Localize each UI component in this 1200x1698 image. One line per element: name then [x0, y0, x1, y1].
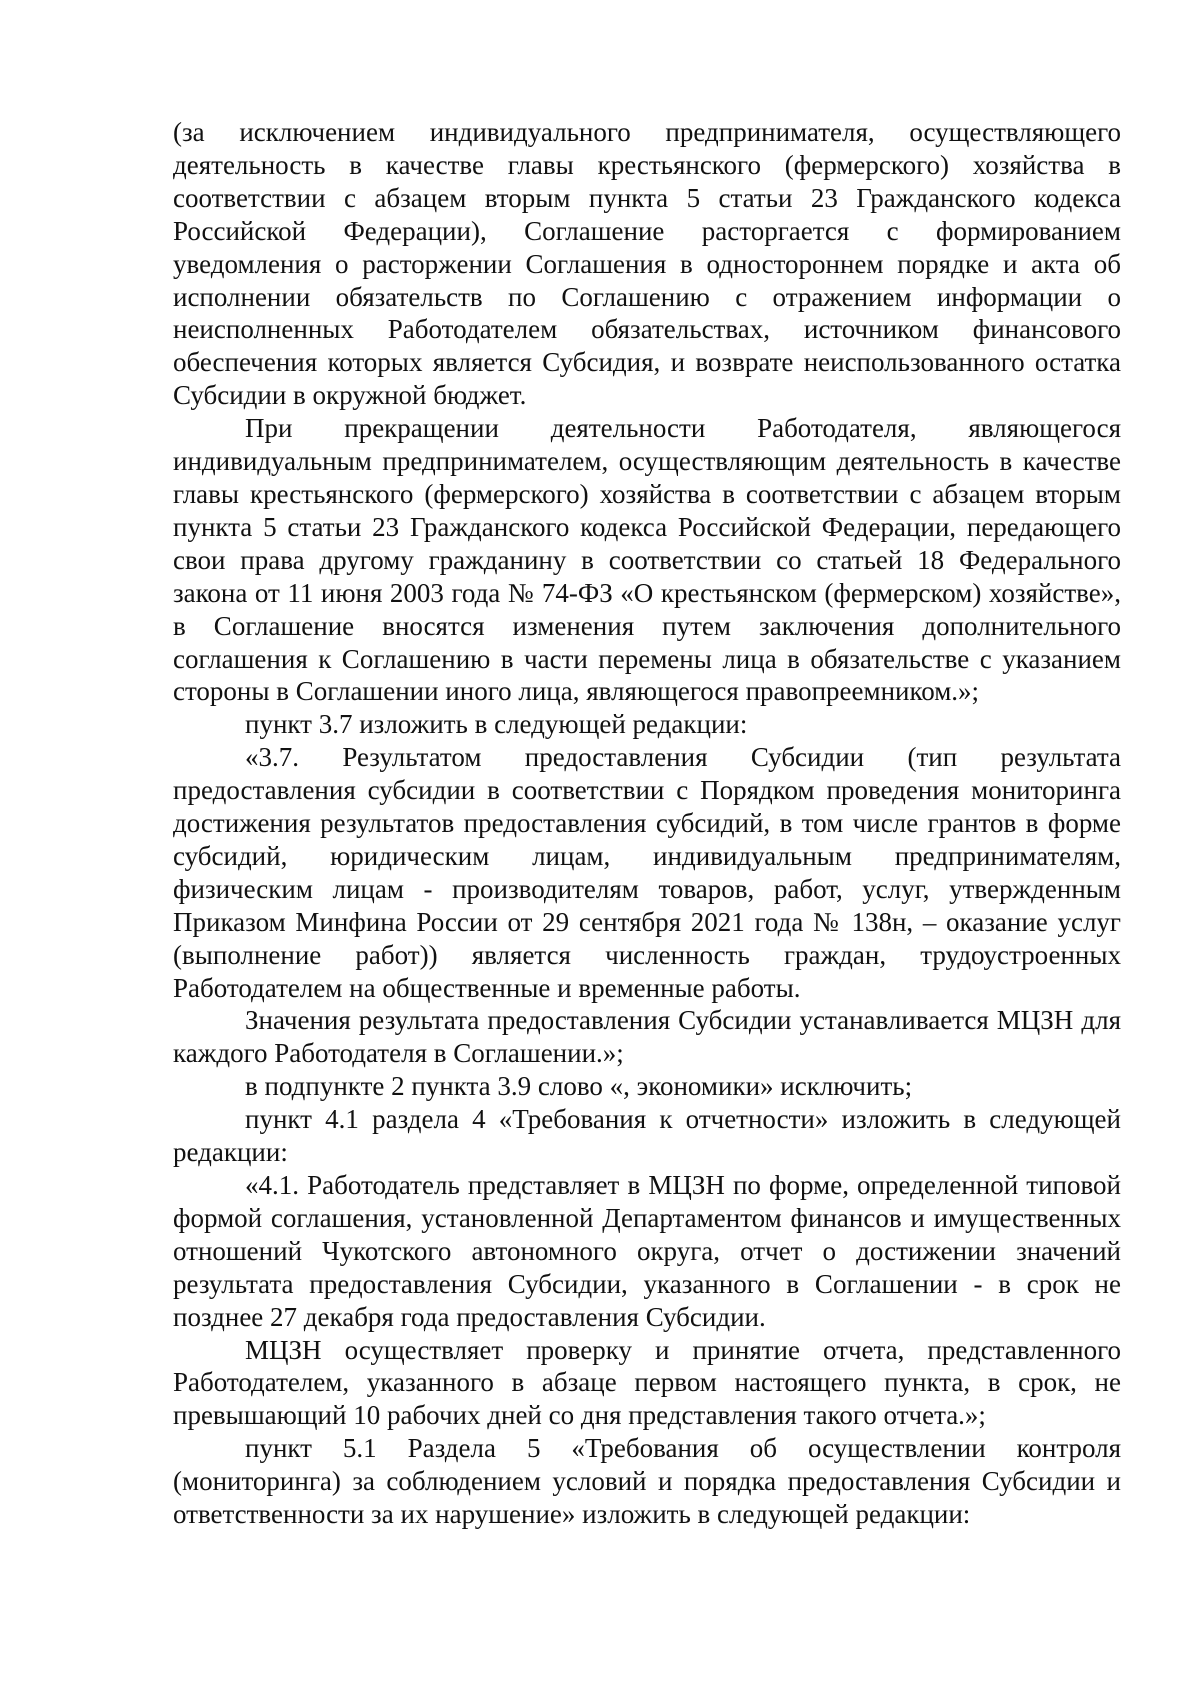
paragraph-report-check: МЦЗН осуществляет проверку и принятие отчета, представленного Работодателем, указанного в абзаце первом настоящего пункта, в срок, не превышающий 10 рабочих дней со дня представления такого отчета.»; [173, 1334, 1121, 1431]
paragraph-item-3-7-intro: пункт 3.7 изложить в следующей редакции: [245, 709, 748, 740]
paragraph-item-4-1-intro: пункт 4.1 раздела 4 «Требования к отчетности» изложить в следующей редакции: [173, 1104, 1121, 1168]
document-body [173, 116, 1121, 1531]
paragraph-item-3-9: в подпункте 2 пункта 3.9 слово «, экономики» исключить; [245, 1071, 913, 1102]
paragraph-result-values: Значения результата предоставления Субсидии устанавливается МЦЗН для каждого Работодателя в Соглашении.»; [173, 1005, 1121, 1069]
paragraph-termination-clause: (за исключением индивидуального предпринимателя, осуществляющего деятельность в качестве главы крестьянского (фермерского) хозяйства в соответствии с абзацем вторым пункта 5 статьи 23 Гражданского кодекса Российской Федерации), Соглашение расторгается с формированием уведомления о расторжении Соглашения в одностороннем порядке и акта об исполнении обязательств по Соглашению с отражением информации о неисполненных Работодателем обязательствах, источником финансового обеспечения которых является Субсидия, и возврате неиспользованного остатка Субсидии в окружной бюджет. [173, 117, 1121, 411]
paragraph-item-3-7-text: «3.7. Результатом предоставления Субсидии (тип результата предоставления субсидии в соответствии с Порядком проведения мониторинга достижения результатов предоставления субсидий, в том числе грантов в форме субсидий, юридическим лицам, индивидуальным предпринимателям, физическим лицам - производителям товаров, работ, услуг, утвержденным Приказом Минфина России от 29 сентября 2021 года № 138н, – оказание услуг (выполнение работ)) является численность граждан, трудоустроенных Работодателем на общественные и временные работы. [173, 742, 1121, 1003]
paragraph-item-4-1-text: «4.1. Работодатель представляет в МЦЗН по форме, определенной типовой формой соглашения, установленной Департаментом финансов и имущественных отношений Чукотского автономного округа, отчет о достижении значений результата предоставления Субсидии, указанного в Соглашении - в срок не позднее 27 декабря года предоставления Субсидии. [173, 1170, 1121, 1332]
paragraph-succession-clause: При прекращении деятельности Работодателя, являющегося индивидуальным предпринимателем, осуществляющим деятельность в качестве главы крестьянского (фермерского) хозяйства в соответствии с абзацем вторым пункта 5 статьи 23 Гражданского кодекса Российской Федерации, передающего свои права другому гражданину в соответствии со статьей 18 Федерального закона от 11 июня 2003 года № 74-ФЗ «О крестьянском (фермерском) хозяйстве», в Соглашение вносятся изменения путем заключения дополнительного соглашения к Соглашению в части перемены лица в обязательстве с указанием стороны в Соглашении иного лица, являющегося правопреемником.»; [173, 413, 1121, 707]
paragraph-item-5-1-intro: пункт 5.1 Раздела 5 «Требования об осуществлении контроля (мониторинга) за соблюдением условий и порядка предоставления Субсидии и ответственности за их нарушение» изложить в следующей редакции: [173, 1433, 1121, 1530]
